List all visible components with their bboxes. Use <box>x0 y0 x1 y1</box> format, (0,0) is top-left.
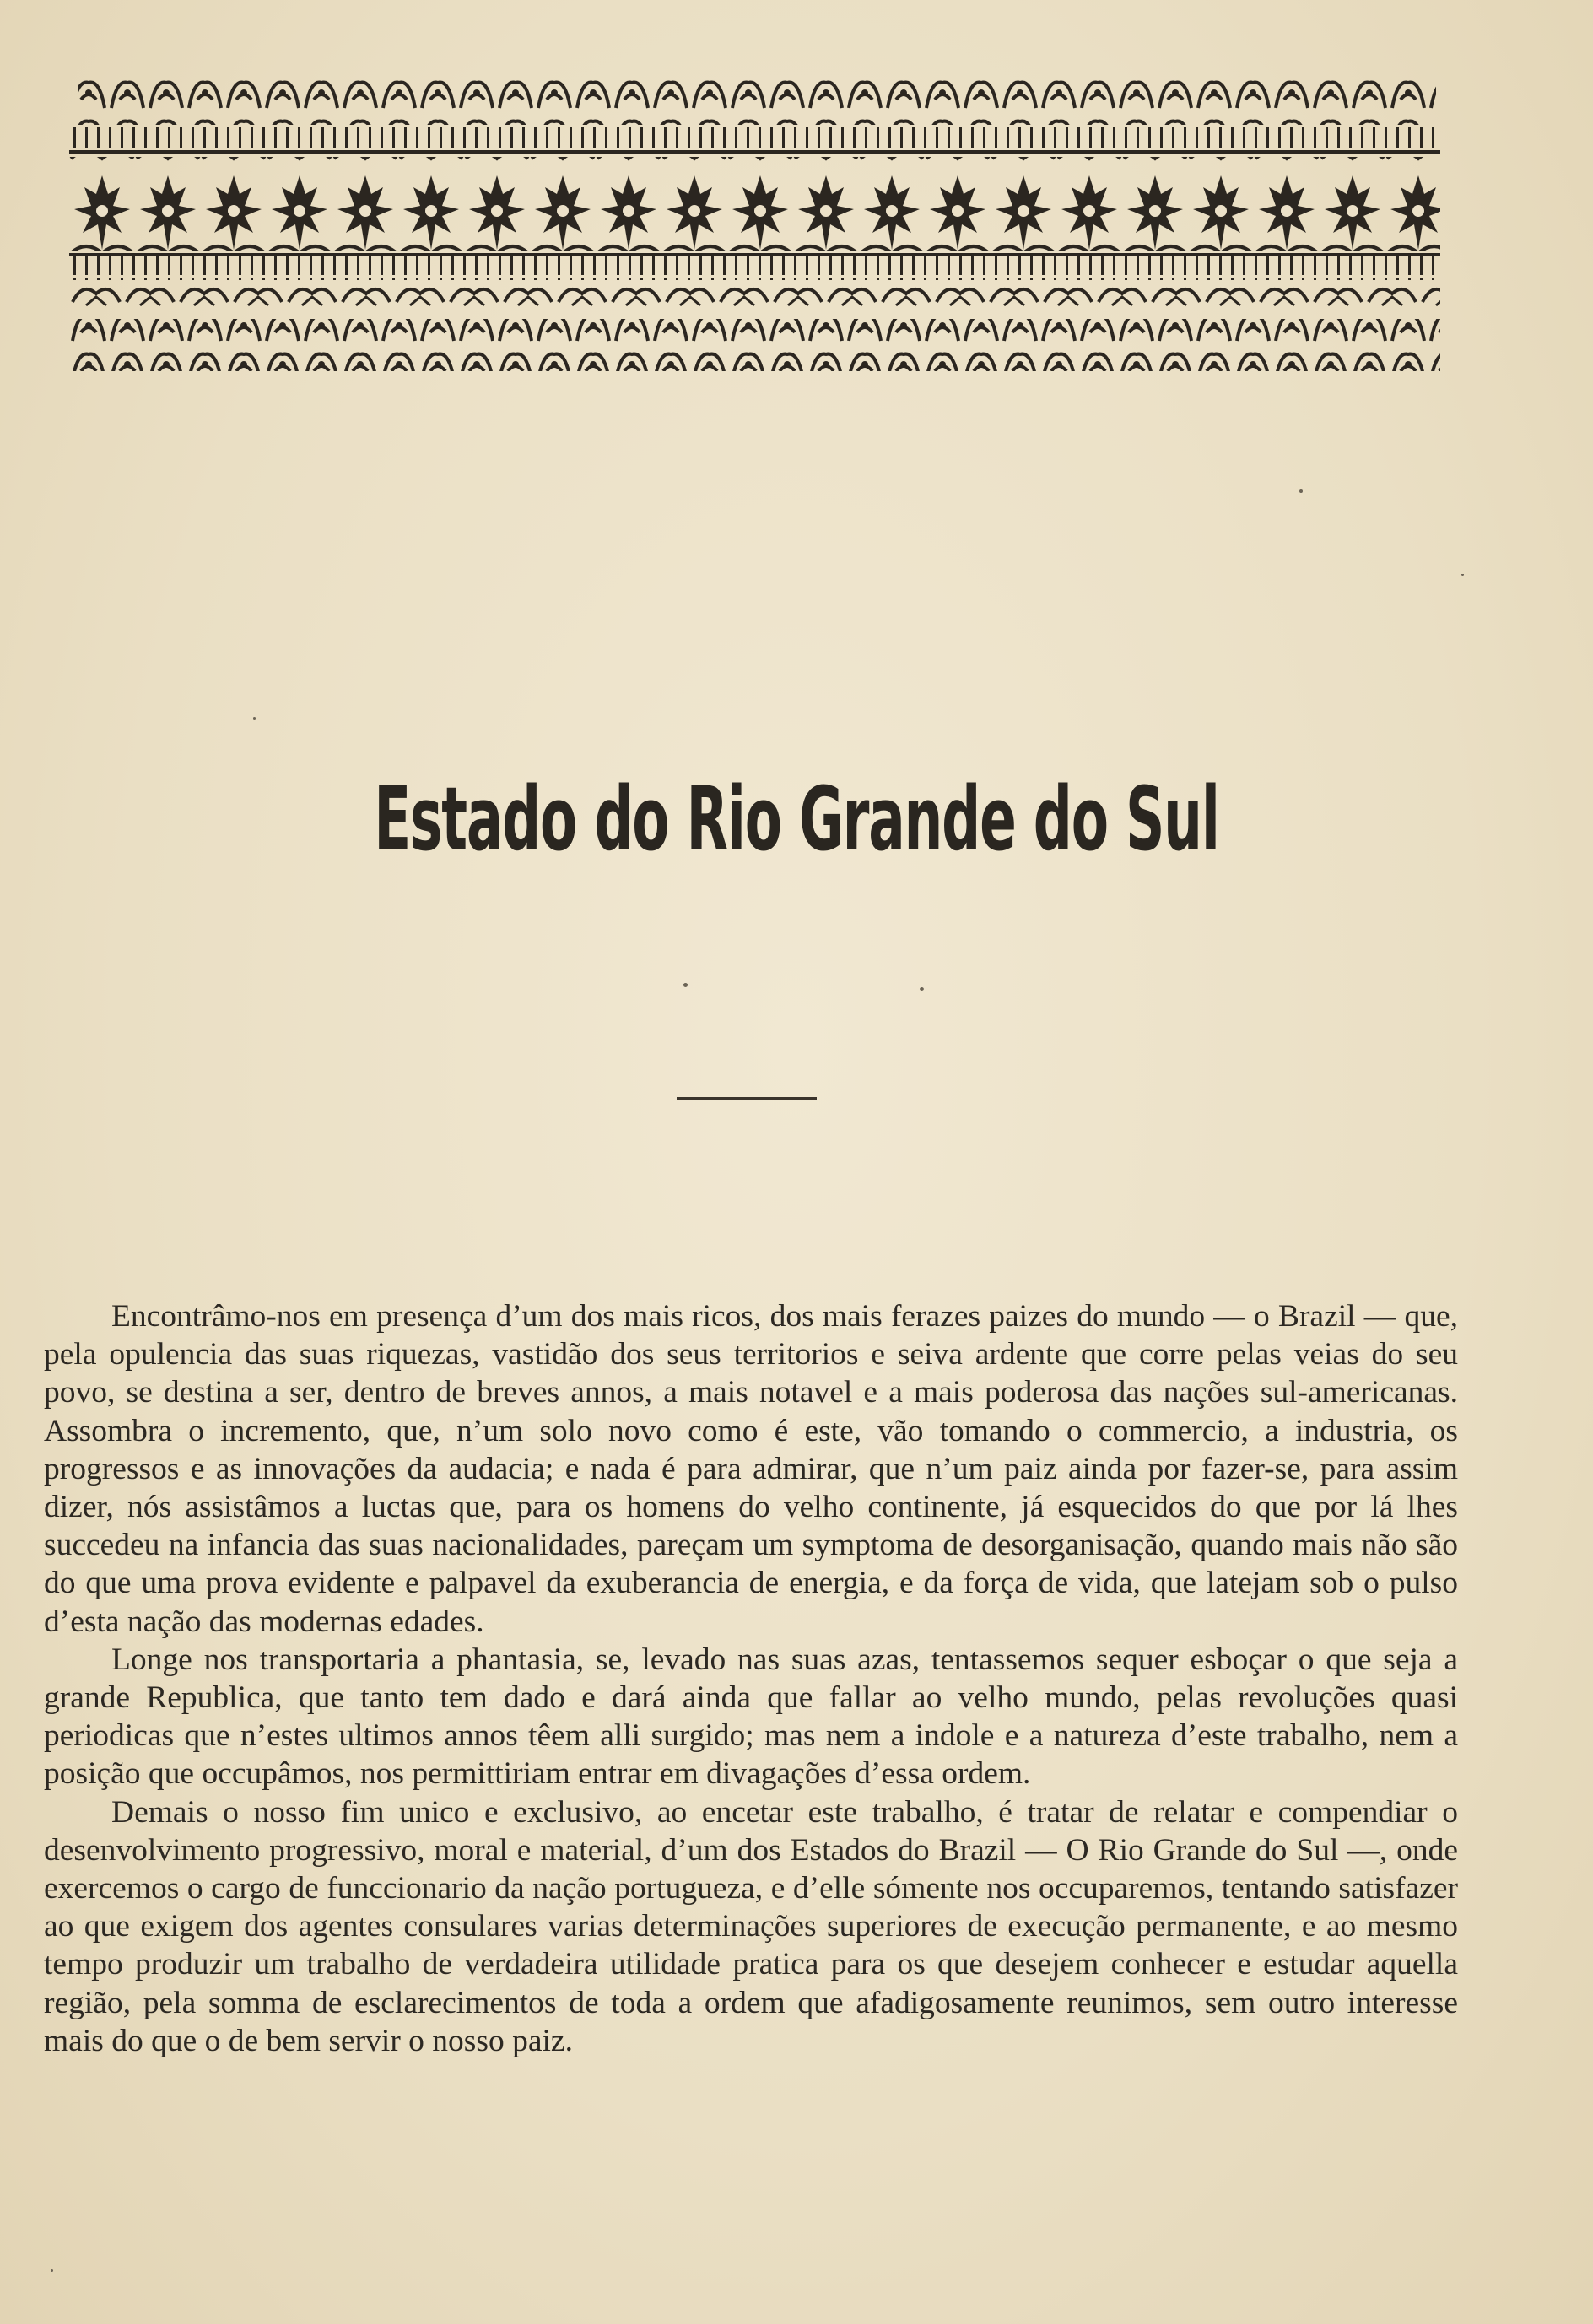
decorative-border-icon <box>69 74 1440 371</box>
paragraph-1: Encontrâmo-nos em presença d’um dos mais ricos, dos mais ferazes paizes do mundo — o Brazil — que, pela opulencia das suas riquezas, vastidão dos seus territorios e seiva ardente que corre pelas veias do seu povo, se destina a ser, dentro de breves annos, a mais notavel e a mais poderosa das nações sul-americanas. Assombra o incremento, que, n’um solo novo como é este, vão tomando o commercio, a industria, os progressos e as innovações da audacia; e nada é para admirar, que n’um paiz ainda por fazer-se, para assim dizer, nós assistâmos a luctas que, para os homens do velho continente, já esquecidos do que por lá lhes succedeu na infancia das suas nacionalidades, pareçam um symptoma de desorganisação, quando mais não são do que uma prova evidente e palpavel da exuberancia de energia, e da força de vida, que latejam sob o pulso d’esta nação das modernas edades. <box>44 1299 1458 1639</box>
paragraph-2: Longe nos transportaria a phantasia, se, levado nas suas azas, tentassemos sequer esboçar o que seja a grande Republica, que tanto tem dado e dará ainda que fallar ao velho mundo, pelas revoluções quasi periodicas que n’estes ultimos annos têem alli surgido; mas nem a indole e a natureza d’este trabalho, nem a posição que occupâmos, nos permittiriam entrar em divagações d’essa ordem. <box>44 1642 1458 1792</box>
page-title: Estado do Rio Grande do Sul <box>374 768 1219 871</box>
title-divider <box>677 1097 817 1100</box>
paragraph-3: Demais o nosso fim unico e exclusivo, ao encetar este trabalho, é tratar de relatar e compendiar o desenvolvimento progressivo, moral e material, d’um dos Estados do Brazil — O Rio Grande do Sul —, onde exercemos o cargo de funccionario da nação portugueza, e d’elle sómente nos occuparemos, tentando satisfazer ao que exigem dos agentes consulares varias determinações superiores de execução permanente, e ao mesmo tempo produzir um trabalho de verdadeira utilidade pratica para os que desejem conhecer e estudar aquella região, pela somma de esclarecimentos de toda a ordem que afadigosamente reunimos, sem outro interesse mais do que o de bem servir o nosso paiz. <box>44 1794 1458 2058</box>
body-text <box>44 1297 1458 2060</box>
